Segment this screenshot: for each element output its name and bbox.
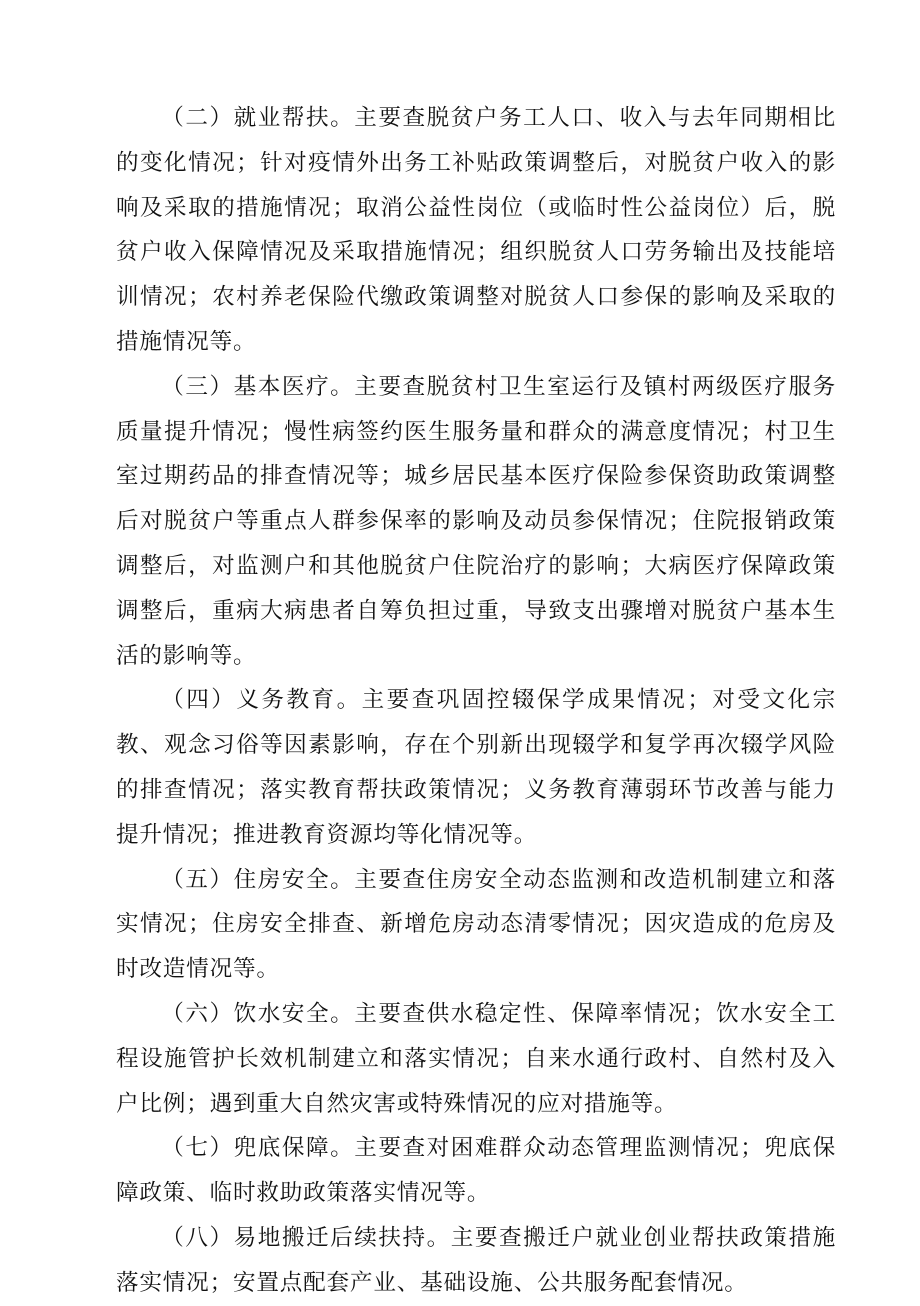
paragraph-employment-support: （二）就业帮扶。主要查脱贫户务工人口、收入与去年同期相比的变化情况；针对疫情外出务工补贴政策调整后，对脱贫户收入的影响及采取的措施情况；取消公益性岗位（或临时性公益岗位）后，脱贫户收入保障情况及采取措施情况；组织脱贫人口劳务输出及技能培训情况；农村养老保险代缴政策调整对脱贫人口参保的影响及采取的措施情况等。 <box>116 105 836 355</box>
paragraph-compulsory-education: （四）义务教育。主要查巩固控辍保学成果情况；对受文化宗教、观念习俗等因素影响，存在个别新出现辍学和复学再次辍学风险的排查情况；落实教育帮扶政策情况；义务教育薄弱环节改善与能力提升情况；推进教育资源均等化情况等。 <box>116 687 836 848</box>
paragraph-drinking-water-safety: （六）饮水安全。主要查供水稳定性、保障率情况；饮水安全工程设施管护长效机制建立和落实情况；自来水通行政村、自然村及入户比例；遇到重大自然灾害或特殊情况的应对措施等。 <box>116 1000 836 1117</box>
paragraph-social-security: （七）兜底保障。主要查对困难群众动态管理监测情况；兜底保障政策、临时救助政策落实情况等。 <box>116 1135 836 1207</box>
paragraph-relocation-support: （八）易地搬迁后续扶持。主要查搬迁户就业创业帮扶政策措施落实情况；安置点配套产业、基础设施、公共服务配套情况。 <box>116 1224 836 1296</box>
paragraph-basic-medical: （三）基本医疗。主要查脱贫村卫生室运行及镇村两级医疗服务质量提升情况；慢性病签约医生服务量和群众的满意度情况；村卫生室过期药品的排查情况等；城乡居民基本医疗保险参保资助政策调整后对脱贫户等重点人群参保率的影响及动员参保情况；住院报销政策调整后，对监测户和其他脱贫户住院治疗的影响；大病医疗保障政策调整后，重病大病患者自筹负担过重，导致支出骤增对脱贫户基本生活的影响等。 <box>116 373 836 669</box>
paragraph-housing-safety: （五）住房安全。主要查住房安全动态监测和改造机制建立和落实情况；住房安全排查、新增危房动态清零情况；因灾造成的危房及时改造情况等。 <box>116 866 836 983</box>
